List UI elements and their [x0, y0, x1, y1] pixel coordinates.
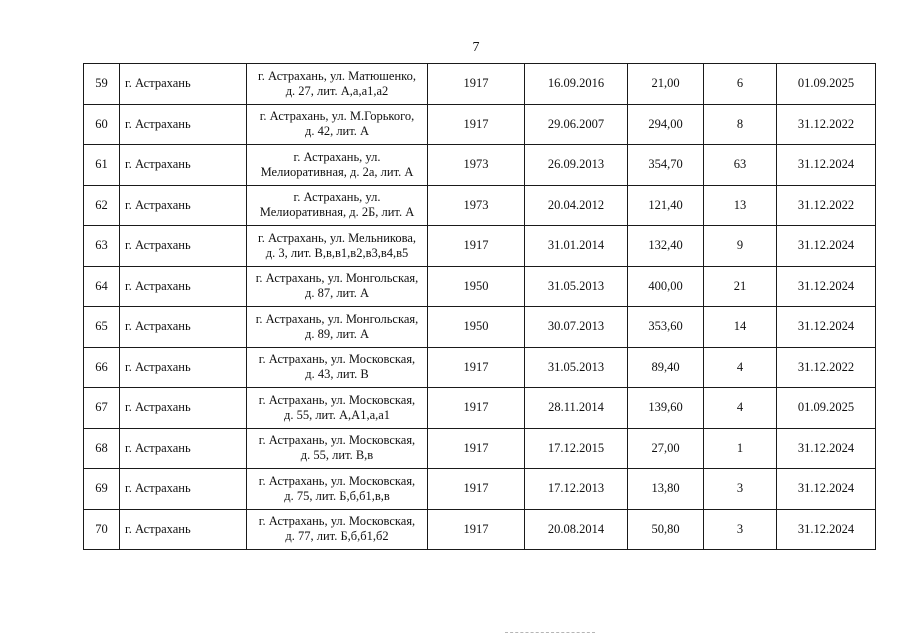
table-row	[84, 307, 876, 348]
table-body	[84, 64, 876, 550]
cell-address	[247, 469, 428, 510]
cell-deadline: 31.12.2022	[777, 104, 876, 145]
cell-date: 31.05.2013	[525, 347, 628, 388]
cell-number: 65	[84, 307, 120, 348]
cell-address	[247, 266, 428, 307]
address-line-1: г. Астрахань, ул. Московская,	[258, 392, 416, 407]
cell-number: 66	[84, 347, 120, 388]
cell-address	[247, 104, 428, 145]
cell-address	[247, 145, 428, 186]
cell-count: 21	[704, 266, 777, 307]
address-line-2: д. 43, лит. В	[305, 367, 369, 382]
cell-city: г. Астрахань	[120, 226, 247, 267]
cell-address	[247, 307, 428, 348]
cell-date: 31.01.2014	[525, 226, 628, 267]
table-row	[84, 226, 876, 267]
cell-year: 1950	[428, 266, 525, 307]
cell-city: г. Астрахань	[120, 64, 247, 105]
cell-deadline: 31.12.2024	[777, 266, 876, 307]
table-row	[84, 185, 876, 226]
cell-year: 1917	[428, 226, 525, 267]
cell-address	[247, 509, 428, 550]
page-number: 7	[472, 40, 480, 55]
cell-date: 30.07.2013	[525, 307, 628, 348]
cell-year: 1950	[428, 307, 525, 348]
cell-deadline: 31.12.2024	[777, 509, 876, 550]
cell-area: 50,80	[628, 509, 704, 550]
address-line-1: г. Астрахань, ул. Московская,	[258, 473, 416, 488]
address-line-1: г. Астрахань, ул. Монгольская,	[255, 271, 419, 286]
table-row	[84, 347, 876, 388]
cell-date: 31.05.2013	[525, 266, 628, 307]
cell-count: 3	[704, 469, 777, 510]
cell-area: 89,40	[628, 347, 704, 388]
cell-area: 353,60	[628, 307, 704, 348]
cell-area: 400,00	[628, 266, 704, 307]
cell-deadline: 31.12.2024	[777, 226, 876, 267]
cell-date: 20.04.2012	[525, 185, 628, 226]
cell-deadline: 31.12.2024	[777, 469, 876, 510]
cell-date: 17.12.2015	[525, 428, 628, 469]
address-line-2: д. 77, лит. Б,б,б1,б2	[285, 529, 389, 544]
cell-date: 20.08.2014	[525, 509, 628, 550]
cell-year: 1917	[428, 388, 525, 429]
table-row	[84, 64, 876, 105]
cell-area: 294,00	[628, 104, 704, 145]
address-line-2: д. 55, лит. А,А1,а,а1	[283, 407, 391, 422]
cell-number: 61	[84, 145, 120, 186]
cell-area: 13,80	[628, 469, 704, 510]
cell-count: 4	[704, 388, 777, 429]
cell-date: 28.11.2014	[525, 388, 628, 429]
cell-city: г. Астрахань	[120, 185, 247, 226]
table-row	[84, 388, 876, 429]
cell-city: г. Астрахань	[120, 428, 247, 469]
cell-number: 68	[84, 428, 120, 469]
cell-count: 13	[704, 185, 777, 226]
address-line-2: д. 55, лит. В,в	[300, 448, 374, 463]
cell-count: 4	[704, 347, 777, 388]
cell-number: 64	[84, 266, 120, 307]
address-line-1: г. Астрахань, ул.	[293, 190, 381, 205]
cell-city: г. Астрахань	[120, 509, 247, 550]
cell-number: 62	[84, 185, 120, 226]
address-line-1: г. Астрахань, ул. М.Горького,	[259, 109, 415, 124]
cell-deadline: 31.12.2022	[777, 185, 876, 226]
cell-area: 139,60	[628, 388, 704, 429]
cell-deadline: 31.12.2022	[777, 347, 876, 388]
address-line-1: г. Астрахань, ул. Московская,	[258, 433, 416, 448]
address-line-2: Мелиоративная, д. 2а, лит. А	[260, 164, 414, 179]
cell-city: г. Астрахань	[120, 104, 247, 145]
address-line-2: д. 89, лит. А	[304, 326, 370, 341]
cell-city: г. Астрахань	[120, 266, 247, 307]
address-line-1: г. Астрахань, ул. Московская,	[258, 352, 416, 367]
address-line-1: г. Астрахань, ул. Матюшенко,	[258, 68, 416, 83]
cell-number: 60	[84, 104, 120, 145]
cell-count: 1	[704, 428, 777, 469]
address-line-2: д. 27, лит. А,а,а1,а2	[285, 83, 389, 98]
table-row	[84, 428, 876, 469]
address-line-2: Мелиоративная, д. 2Б, лит. А	[259, 205, 415, 220]
cell-number: 70	[84, 509, 120, 550]
cell-deadline: 31.12.2024	[777, 307, 876, 348]
cell-deadline: 31.12.2024	[777, 145, 876, 186]
cell-address	[247, 226, 428, 267]
cell-count: 9	[704, 226, 777, 267]
table-row	[84, 145, 876, 186]
cell-address	[247, 185, 428, 226]
address-line-2: д. 3, лит. В,в,в1,в2,в3,в4,в5	[265, 245, 409, 260]
cell-area: 132,40	[628, 226, 704, 267]
cell-address	[247, 64, 428, 105]
cell-count: 8	[704, 104, 777, 145]
address-line-1: г. Астрахань, ул. Мельникова,	[257, 230, 417, 245]
cell-year: 1917	[428, 104, 525, 145]
cell-number: 69	[84, 469, 120, 510]
cell-year: 1917	[428, 347, 525, 388]
cell-area: 354,70	[628, 145, 704, 186]
cell-year: 1917	[428, 64, 525, 105]
cell-year: 1917	[428, 428, 525, 469]
housing-registry-table	[83, 63, 876, 550]
cell-number: 67	[84, 388, 120, 429]
cell-area: 21,00	[628, 64, 704, 105]
cell-deadline: 01.09.2025	[777, 64, 876, 105]
cell-city: г. Астрахань	[120, 388, 247, 429]
table-row	[84, 104, 876, 145]
cell-city: г. Астрахань	[120, 469, 247, 510]
cell-area: 27,00	[628, 428, 704, 469]
cell-year: 1973	[428, 185, 525, 226]
cell-city: г. Астрахань	[120, 307, 247, 348]
cell-city: г. Астрахань	[120, 145, 247, 186]
cell-count: 14	[704, 307, 777, 348]
cell-area: 121,40	[628, 185, 704, 226]
cell-date: 16.09.2016	[525, 64, 628, 105]
cell-number: 59	[84, 64, 120, 105]
address-line-1: г. Астрахань, ул. Монгольская,	[255, 311, 419, 326]
cell-deadline: 31.12.2024	[777, 428, 876, 469]
cell-deadline: 01.09.2025	[777, 388, 876, 429]
cell-address	[247, 347, 428, 388]
cell-address	[247, 428, 428, 469]
cell-number: 63	[84, 226, 120, 267]
table-row	[84, 469, 876, 510]
cell-year: 1917	[428, 469, 525, 510]
address-line-2: д. 75, лит. Б,б,б1,в,в	[284, 488, 390, 503]
cell-date: 17.12.2013	[525, 469, 628, 510]
table-row	[84, 509, 876, 550]
cell-count: 63	[704, 145, 777, 186]
cell-date: 26.09.2013	[525, 145, 628, 186]
cell-year: 1973	[428, 145, 525, 186]
scan-artifact	[505, 632, 595, 637]
cell-address	[247, 388, 428, 429]
address-line-2: д. 42, лит. А	[304, 124, 370, 139]
cell-date: 29.06.2007	[525, 104, 628, 145]
address-line-1: г. Астрахань, ул.	[293, 149, 381, 164]
table-row	[84, 266, 876, 307]
address-line-2: д. 87, лит. А	[304, 286, 370, 301]
cell-year: 1917	[428, 509, 525, 550]
cell-count: 3	[704, 509, 777, 550]
cell-count: 6	[704, 64, 777, 105]
cell-city: г. Астрахань	[120, 347, 247, 388]
address-line-1: г. Астрахань, ул. Московская,	[258, 514, 416, 529]
